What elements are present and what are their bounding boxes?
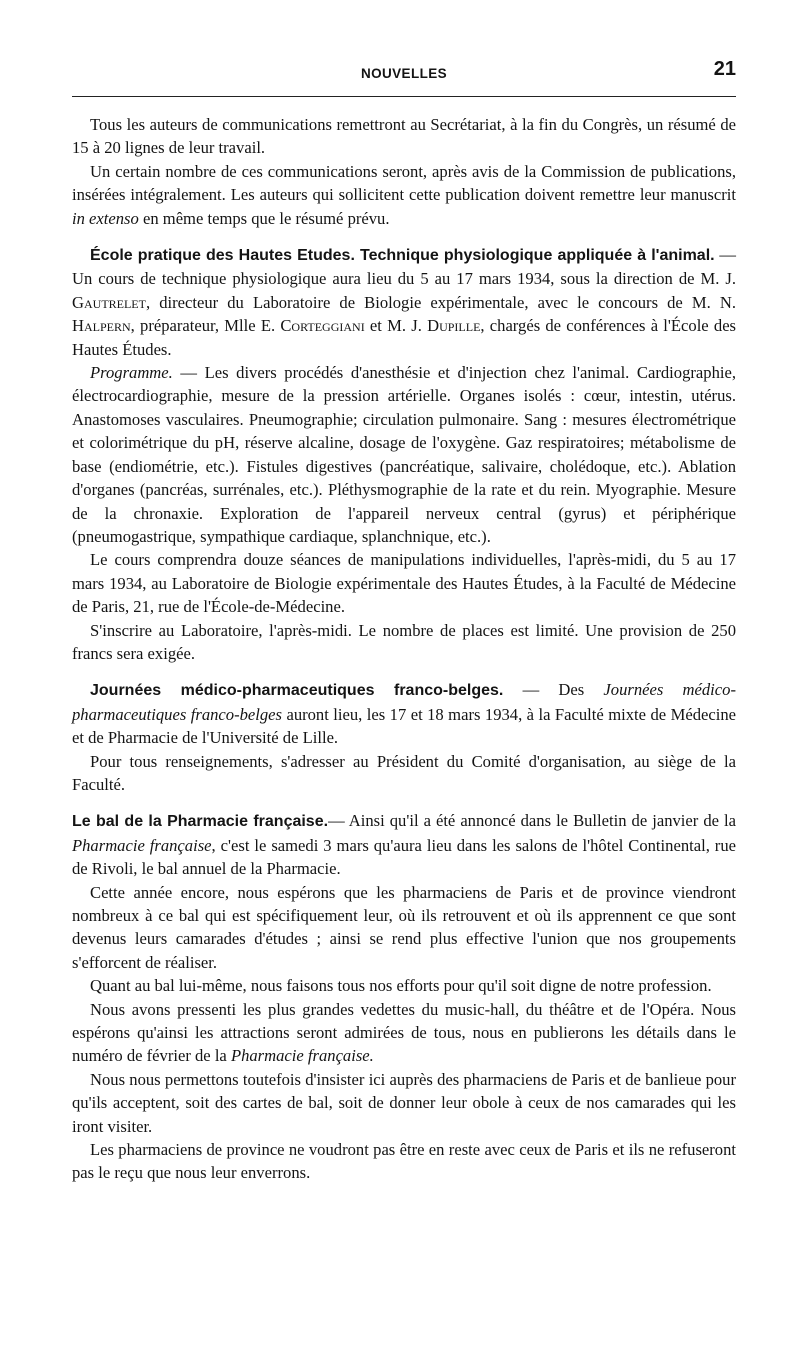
section-heading: Journées médico-pharmaceutiques franco-belges. xyxy=(90,682,504,700)
header-rule xyxy=(72,96,736,97)
section-heading: Le bal de la Pharmacie française. xyxy=(72,813,329,831)
paragraph-text: et M. J. xyxy=(364,316,428,336)
paragraph-text: Pour tous renseignements, s'adresser au Président du Comité d'organisation, au siège de la Faculté. xyxy=(72,751,736,794)
paragraph xyxy=(72,243,736,361)
paragraph xyxy=(72,548,736,618)
running-header xyxy=(72,58,736,92)
paragraph xyxy=(72,678,736,749)
paragraph-text: Nous avons pressenti les plus grandes vedettes du music-hall, du théâtre et de l'Opéra. Nous espérons qu'ainsi les attractions seront admirées de tous, nous en publierons les détails dans le numéro de février de la xyxy=(72,999,736,1066)
italic-text: Journées médico-pharmaceutiques franco-belges xyxy=(72,680,736,724)
page-number: 21 xyxy=(713,58,736,80)
section-congres xyxy=(72,113,736,230)
italic-text: in extenso xyxy=(72,208,139,228)
italic-text: Pharmacie française. xyxy=(230,1046,374,1066)
page xyxy=(72,58,736,1185)
section-journees xyxy=(72,678,736,796)
paragraph xyxy=(72,881,736,975)
paragraph-text: — Des xyxy=(503,680,604,700)
paragraph-text: , directeur du Laboratoire de Biologie expérimentale, avec le concours de M. N. xyxy=(145,292,736,312)
paragraph xyxy=(72,1138,736,1185)
paragraph xyxy=(72,750,736,797)
paragraph-text: S'inscrire au Laboratoire, l'après-midi. Le nombre de places est limité. Une provision de 250 francs sera exigée. xyxy=(72,620,736,663)
person-name: Halpern xyxy=(72,316,131,336)
italic-text: Pharmacie française xyxy=(72,835,212,855)
paragraph xyxy=(72,619,736,666)
paragraph xyxy=(72,974,736,997)
paragraph-text: en même temps que le résumé prévu. xyxy=(138,208,390,228)
paragraph-text: — Ainsi qu'il a été annoncé dans le Bulletin de janvier de la xyxy=(328,811,736,831)
paragraph-text: — Un cours de technique physiologique aura lieu du 5 au 17 mars 1934, sous la direction de M. J. xyxy=(72,245,737,289)
paragraph-text: Tous les auteurs de communications remettront au Secrétariat, à la fin du Congrès, un résumé de 15 à 20 lignes de leur travail. xyxy=(72,115,736,158)
paragraph-text: Les pharmaciens de province ne voudront pas être en reste avec ceux de Paris et ils ne refuseront pas le reçu que nous leur enverrons. xyxy=(72,1140,736,1183)
programme-label: Programme. xyxy=(90,363,173,383)
paragraph-text: Cette année encore, nous espérons que les pharmaciens de Paris et de province viendront nombreux à ce bal qui est spécifiquement leur, où ils retrouvent et où ils apprennent ce que sont devenus leurs camarades d'études ; ainsi se rend plus effective l'union que nos groupements s'efforcent de réaliser. xyxy=(72,882,736,972)
running-title: NOUVELLES xyxy=(360,66,448,81)
paragraph-text: , préparateur, Mlle E. xyxy=(130,316,281,336)
person-name: Dupille xyxy=(427,316,481,336)
paragraph xyxy=(72,160,736,230)
paragraph xyxy=(72,998,736,1068)
section-ecole-pratique xyxy=(72,243,736,665)
section-heading: École pratique des Hautes Etudes. Technique physiologique appliquée à l'animal. xyxy=(90,247,715,265)
person-name: Corteggiani xyxy=(280,316,365,336)
paragraph xyxy=(72,361,736,548)
paragraph xyxy=(72,809,736,880)
person-name: Gautrelet xyxy=(72,292,146,312)
paragraph-text: — Les divers procédés d'anesthésie et d'injection chez l'animal. Cardiographie, électrocardiographie, mesure de la pression artérielle. Organes isolés : cœur, intestin, utérus. Anastomoses vasculaires. Pneumographie; circulation pulmonaire. Sang : mesures électrométrique et colorimétrique du pH, réserve alcaline, dosage de l'oxygène. Gaz respiratoires; métabolisme de base (endiométrie, etc.). Fistules digestives (pancréatique, salivaire, cholédoque, etc.). Ablation d'organes (pancréas, surrénales, etc.). Pléthysmographie de la rate et du rein. Myographie. Mesure de la chronaxie. Exploration de l'appareil nerveux central (gyrus) et périphérique (pneumogastrique, sympathique cardiaque, splanchnique, etc.). xyxy=(72,363,736,546)
paragraph-text: Nous nous permettons toutefois d'insister ici auprès des pharmaciens de Paris et de banlieue pour qu'ils acceptent, soit des cartes de bal, soit de donner leur obole à ceux de nos camarades qui les iront visiter. xyxy=(72,1069,736,1136)
paragraph-text: Un certain nombre de ces communications seront, après avis de la Commission de publications, insérées intégralement. Les auteurs qui sollicitent cette publication doivent remettre leur manuscrit xyxy=(72,161,736,205)
paragraph xyxy=(72,1068,736,1138)
section-bal xyxy=(72,809,736,1185)
paragraph-text: , chargés de conférences à l'École des Hautes Études. xyxy=(72,316,737,359)
paragraph-text: Le cours comprendra douze séances de manipulations individuelles, l'après-midi, du 5 au 17 mars 1934, au Laboratoire de Biologie expérimentale des Hautes Études, à la Faculté de Médecine de Paris, 21, rue de l'École-de-Médecine. xyxy=(72,550,736,617)
paragraph-text: Quant au bal lui-même, nous faisons tous nos efforts pour qu'il soit digne de notre profession. xyxy=(90,976,712,996)
paragraph xyxy=(72,113,736,160)
paragraph-text: auront lieu, les 17 et 18 mars 1934, à la Faculté mixte de Médecine et de Pharmacie de l'Université de Lille. xyxy=(72,704,736,748)
paragraph-text: , c'est le samedi 3 mars qu'aura lieu dans les salons de l'hôtel Continental, rue de Rivoli, le bal annuel de la Pharmacie. xyxy=(72,835,736,879)
